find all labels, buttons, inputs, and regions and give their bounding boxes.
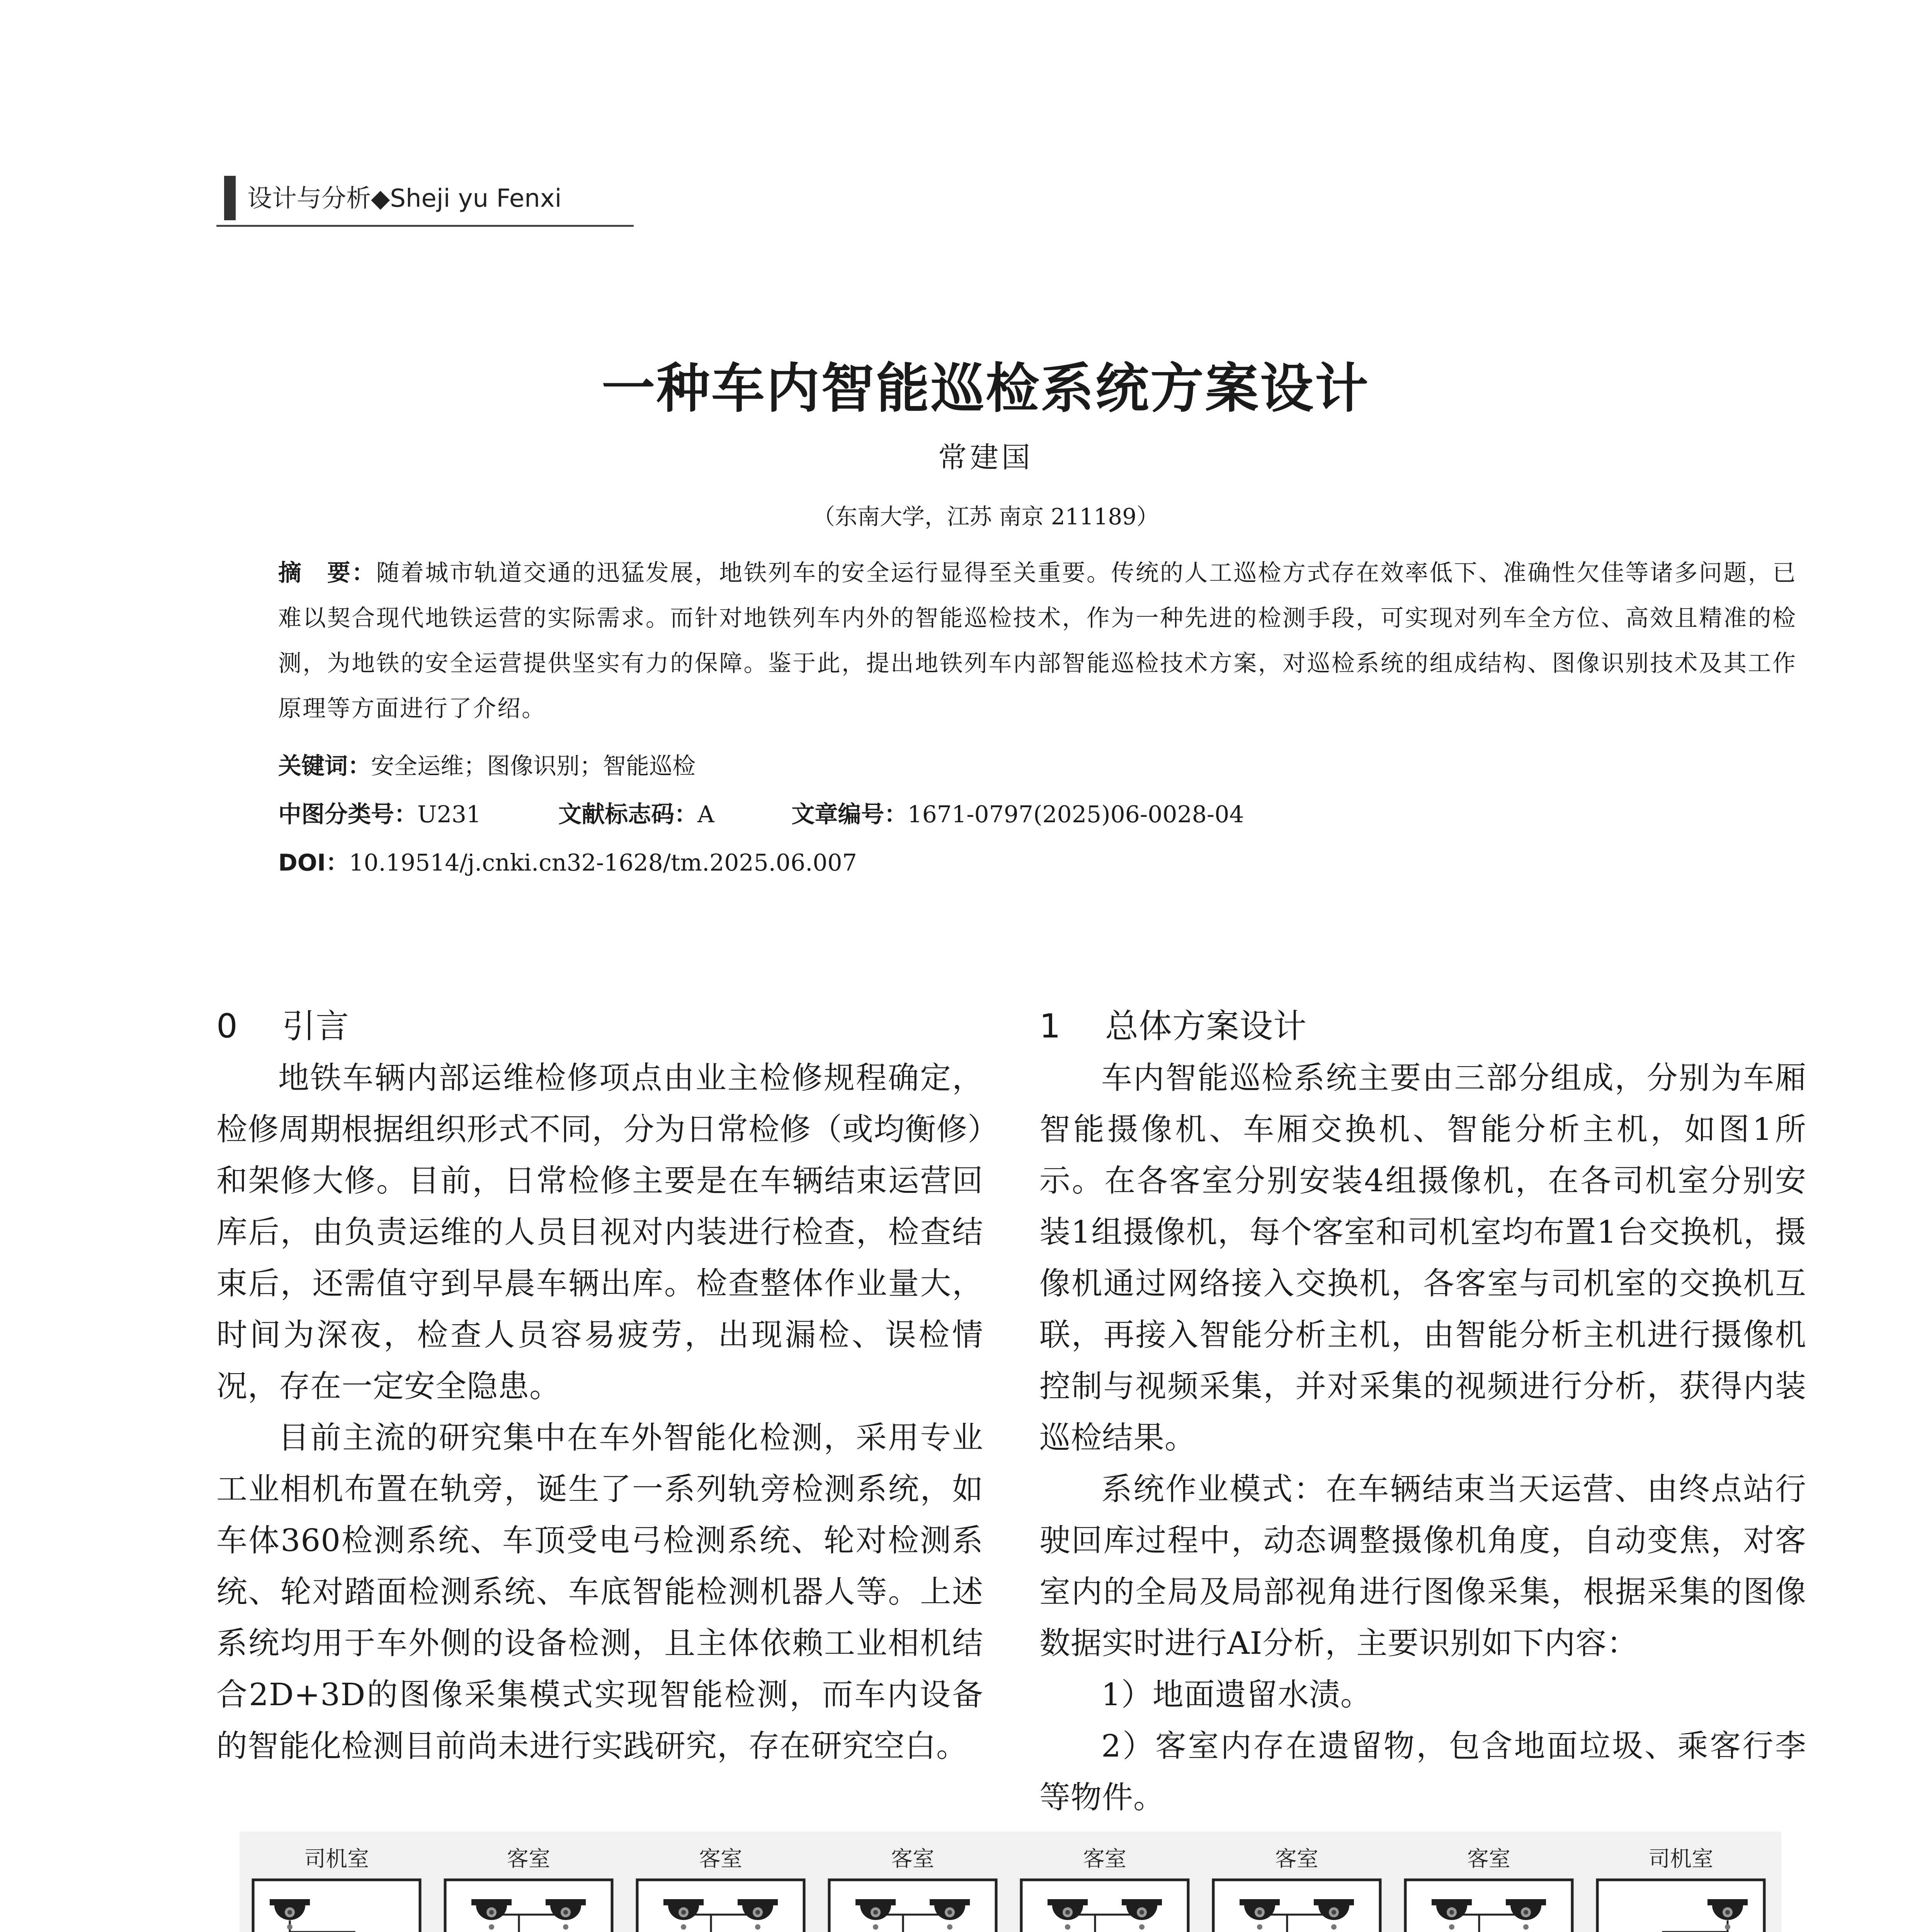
- cabin-label: 客室: [1467, 1847, 1510, 1872]
- section-0-number: 0: [216, 1007, 238, 1046]
- doi-value: 10.19514/j.cnki.cn32-1628/tm.2025.06.007: [349, 849, 857, 876]
- system-diagram: [240, 1832, 1781, 1932]
- left-column: [216, 1001, 983, 1772]
- abstract-text: 随着城市轨道交通的迅猛发展，地铁列车的安全运行显得至关重要。传统的人工巡检方式存在效率低下、准确性欠佳等诸多问题，已难以契合现代地铁运营的实际需求。而针对地铁列车内外的智能巡检技术，作为一种先进的检测手段，可实现对列车全方位、高效且精准的检测，为地铁的安全运营提供坚实有力的保障。鉴于此，提出地铁列车内部智能巡检技术方案，对巡检系统的组成结构、图像识别技术及其工作原理等方面进行了介绍。: [278, 560, 1797, 722]
- cabin-frame: [1021, 1880, 1188, 1932]
- section-1-paragraph-1: 车内智能巡检系统主要由三部分组成，分别为车厢智能摄像机、车厢交换机、智能分析主机，如图1所示。在各客室分别安装4组摄像机，在各司机室分别安装1组摄像机，每个客室和司机室均布置1台交换机，摄像机通过网络接入交换机，各客室与司机室的交换机互联，再接入智能分析主机，由智能分析主机进行摄像机控制与视频采集，并对采集的视频进行分析，获得内装巡检结果。: [1039, 1060, 1806, 1456]
- keywords-text: 安全运维；图像识别；智能巡检: [371, 753, 696, 780]
- articleno-label: 文章编号：: [791, 801, 908, 828]
- cabin-frame: [829, 1880, 996, 1932]
- articleno-value: 1671-0797(2025)06-0028-04: [907, 801, 1244, 828]
- classification-line: [278, 796, 1244, 829]
- section-header: 设计与分析◆Sheji yu Fenxi: [247, 184, 562, 213]
- doccode-label: 文献标志码：: [558, 801, 698, 828]
- cabin-label: 客室: [507, 1847, 550, 1872]
- keywords: [278, 748, 696, 781]
- article-title: 一种车内智能巡检系统方案设计: [601, 357, 1370, 420]
- abstract-label: 摘 要：: [278, 560, 376, 587]
- cabin-label: 客室: [699, 1847, 742, 1872]
- cabin-label: 司机室: [304, 1847, 369, 1872]
- doi-label: DOI：: [278, 849, 349, 876]
- system-diagram-svg: [240, 1832, 1781, 1932]
- section-1-title: 总体方案设计: [1105, 1007, 1307, 1046]
- right-column: [1039, 1001, 1806, 1823]
- cabin-frame: [1405, 1880, 1572, 1932]
- cabin-frame: [637, 1880, 804, 1932]
- cabin-label: 司机室: [1648, 1847, 1713, 1872]
- article-author: 常建国: [938, 441, 1033, 474]
- cabin-label: 客室: [1275, 1847, 1318, 1872]
- section-0-paragraph-2: 目前主流的研究集中在车外智能化检测，采用专业工业相机布置在轨旁，诞生了一系列轨旁检测系统，如车体360检测系统、车顶受电弓检测系统、轮对检测系统、轮对踏面检测系统、车底智能检测机器人等。上述系统均用于车外侧的设备检测，且主体依赖工业相机结合2D+3D的图像采集模式实现智能检测，而车内设备的智能化检测目前尚未进行实践研究，存在研究空白。: [216, 1420, 983, 1764]
- cabin-frame: [445, 1880, 612, 1932]
- section-1-item-1: 1）地面遗留水渍。: [1101, 1677, 1372, 1713]
- clc-label: 中图分类号：: [278, 801, 417, 828]
- section-0-paragraph-1: 地铁车辆内部运维检修项点由业主检修规程确定，检修周期根据组织形式不同，分为日常检修（或均衡修）和架修大修。目前，日常检修主要是在车辆结束运营回库后，由负责运维的人员目视对内装进行检查，检查结束后，还需值守到早晨车辆出库。检查整体作业量大，时间为深夜，检查人员容易疲劳，出现漏检、误检情况，存在一定安全隐患。: [216, 1060, 983, 1404]
- abstract: [278, 551, 1797, 731]
- section-1-item-2: 2）客室内存在遗留物，包含地面垃圾、乘客行李等物件。: [1039, 1728, 1806, 1815]
- author-affiliation: （东南大学，江苏 南京 211189）: [812, 503, 1159, 530]
- cabin-label: 客室: [891, 1847, 934, 1872]
- keywords-label: 关键词：: [278, 753, 371, 780]
- header-marker: [224, 176, 236, 220]
- section-1-number: 1: [1039, 1007, 1061, 1046]
- cabin-frame: [1213, 1880, 1380, 1932]
- doccode-value: A: [697, 801, 714, 828]
- section-0-heading: [216, 1001, 983, 1052]
- cabin-label: 客室: [1083, 1847, 1126, 1872]
- section-0-title: 引言: [282, 1007, 349, 1046]
- section-1-paragraph-2: 系统作业模式：在车辆结束当天运营、由终点站行驶回库过程中，动态调整摄像机角度，自动变焦，对客室内的全局及局部视角进行图像采集，根据采集的图像数据实时进行AI分析，主要识别如下内容：: [1039, 1471, 1806, 1661]
- header-rule: [216, 225, 634, 227]
- section-1-heading: [1039, 1001, 1806, 1052]
- doi-line: [278, 844, 857, 878]
- clc-value: U231: [417, 801, 481, 828]
